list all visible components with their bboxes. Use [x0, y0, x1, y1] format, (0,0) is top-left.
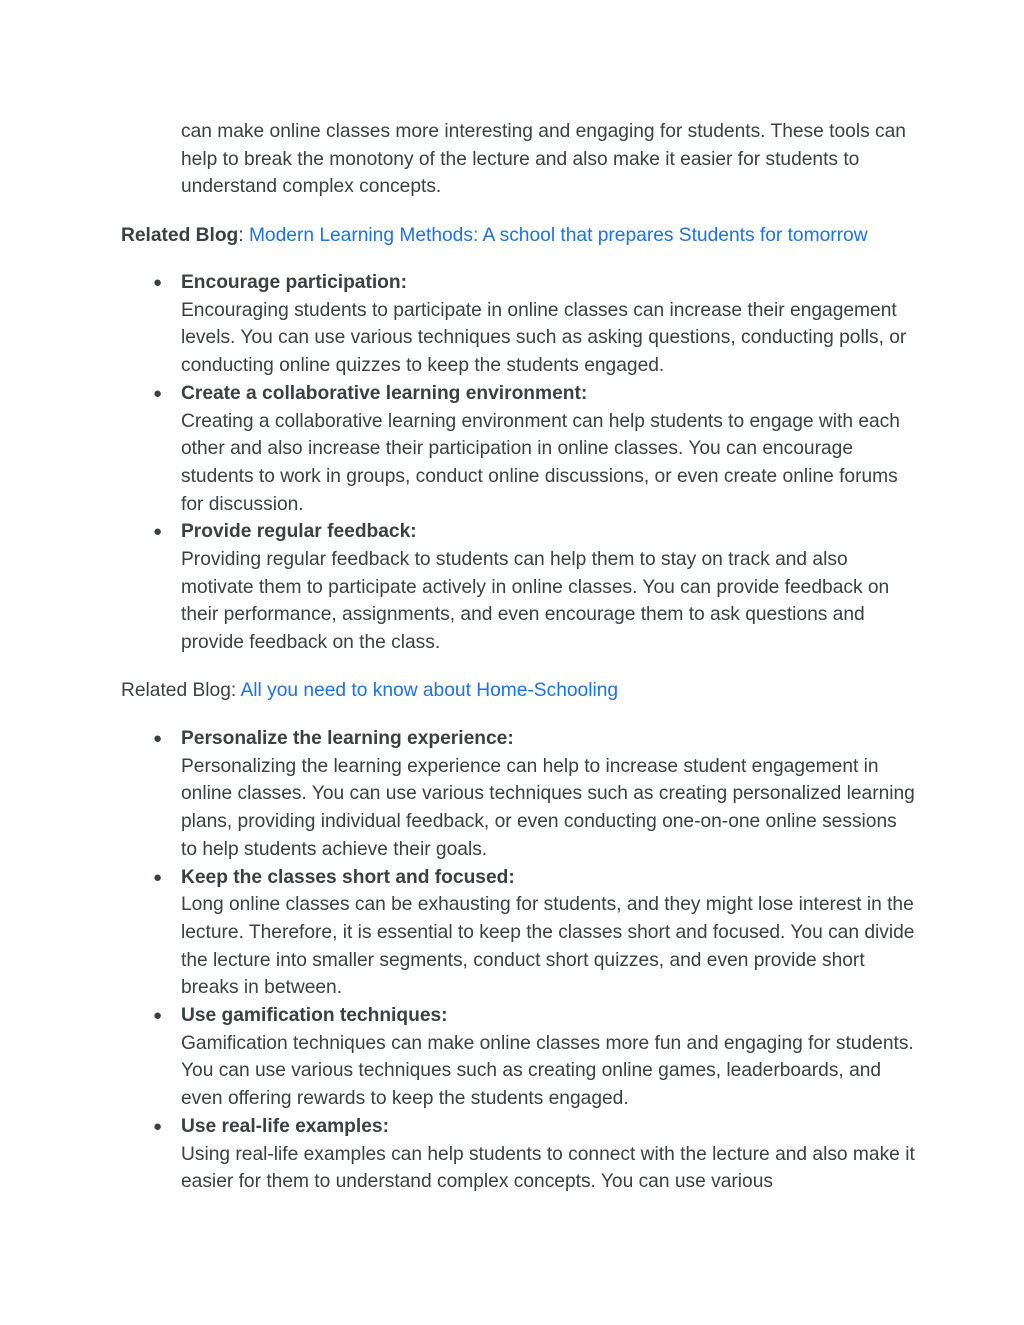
related-blog-label: Related Blog: [121, 225, 239, 246]
list-item-title: Provide regular feedback:: [181, 521, 417, 543]
list-item-body: Using real-life examples can help students to connect with the lecture and also make it easier for them to understand complex concepts. You can use various: [181, 1143, 915, 1193]
list-item-body: Encouraging students to participate in online classes can increase their engagement levels. You can use various techniques such as asking questions, conducting polls, or conducting online quizzes to keep the students engaged.: [181, 299, 907, 377]
list-item-title: Personalize the learning experience:: [181, 728, 514, 749]
bullet-icon: ●: [153, 1117, 163, 1135]
bullet-icon: ●: [153, 1007, 163, 1025]
list-item: [150, 1113, 930, 1196]
tips-list-2: [150, 725, 930, 1196]
related-blog-link-modern-learning[interactable]: Modern Learning Methods: A school that prepares Students for tomorrow: [248, 225, 868, 246]
bullet-icon: ●: [153, 384, 163, 402]
bullet-icon: ●: [153, 274, 163, 291]
bullet-icon: ●: [153, 523, 163, 541]
list-item-body: Long online classes can be exhausting for students, and they might lose interest in the lecture. Therefore, it is essential to keep the classes short and focused. You can divide the lecture into smaller segments, conduct short quizzes, and even provide short breaks in between.: [181, 894, 915, 999]
related-blog-link-home-schooling[interactable]: All you need to know about Home-Schooling: [240, 680, 619, 701]
list-item: [150, 725, 930, 864]
bullet-icon: ●: [153, 868, 163, 886]
list-item-body: Providing regular feedback to students can help them to stay on track and also motivate them to participate actively in online classes. You can provide feedback on their performance, assignments, and even encourage them to ask questions and provide feedback on the class.: [181, 549, 890, 654]
list-item-body: Gamification techniques can make online classes more fun and engaging for students. You can use various techniques such as creating online games, leaderboards, and even offering rewards to keep the students engaged.: [181, 1032, 914, 1110]
list-item: [150, 269, 930, 380]
intro-paragraph: can make online classes more interesting and engaging for students. These tools can help to break the monotony of the lecture and also make it easier for students to understand complex concepts.: [181, 121, 906, 198]
list-item: [150, 518, 930, 657]
list-item: [150, 1002, 930, 1113]
bullet-icon: ●: [153, 730, 163, 747]
list-item-body: Creating a collaborative learning environment can help students to engage with each other and also increase their participation in online classes. You can encourage students to work in groups, conduct online discussions, or even create online forums for discussion.: [181, 410, 900, 515]
related-blog-label: Related Blog:: [121, 680, 241, 701]
list-item-title: Use gamification techniques:: [181, 1005, 448, 1027]
list-item: [150, 864, 930, 1003]
list-item-title: Keep the classes short and focused:: [181, 866, 515, 888]
list-item-title: Use real-life examples:: [181, 1115, 389, 1137]
tips-list-1: [150, 269, 930, 657]
related-blog-separator: :: [238, 225, 249, 246]
list-item-title: Create a collaborative learning environment:: [181, 382, 588, 404]
list-item-body: Personalizing the learning experience can help to increase student engagement in online classes. You can use various techniques such as creating personalized learning plans, providing individual feedback, or even conducting one-on-one online sessions to help students achieve their goals.: [181, 755, 915, 860]
related-blog-1: [121, 222, 921, 250]
related-blog-2: [121, 677, 921, 705]
list-item-title: Encourage participation:: [181, 272, 408, 293]
list-item: [150, 380, 930, 519]
